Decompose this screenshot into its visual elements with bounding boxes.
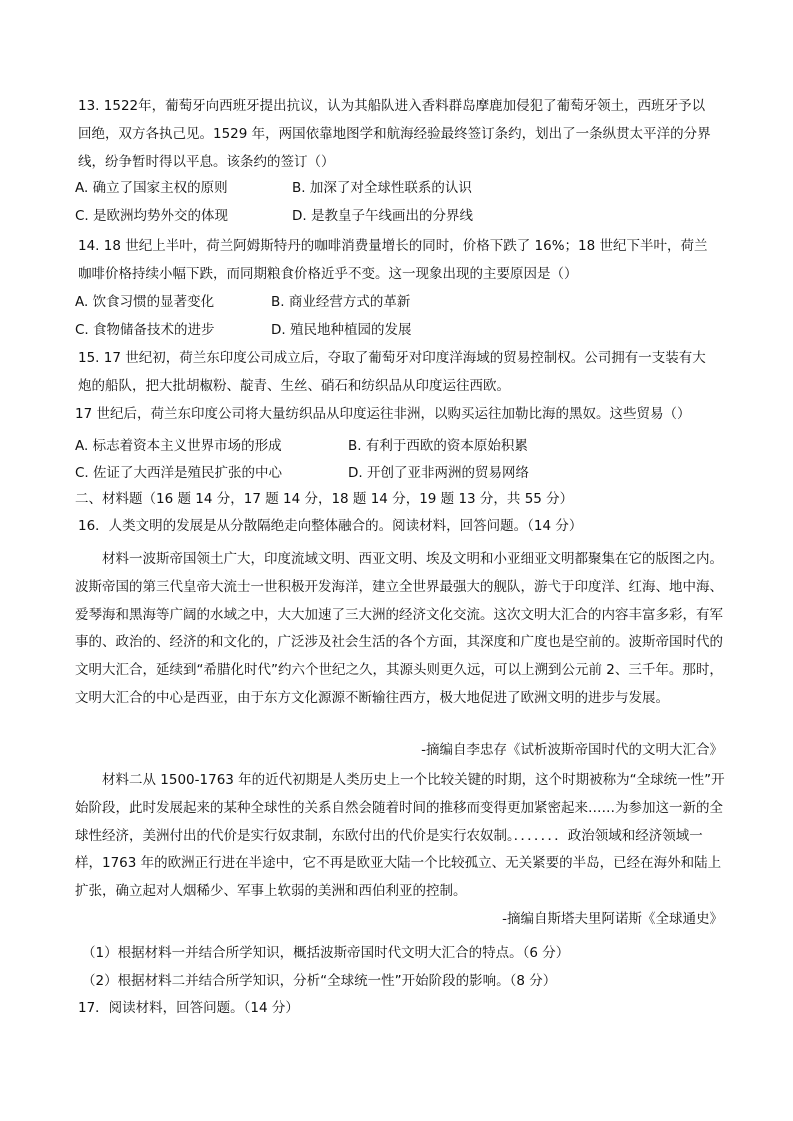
q14-option-b: B. 商业经营方式的革新 bbox=[271, 294, 411, 310]
q16-source-1: -摘编自李忠存《试析波斯帝国时代的文明大汇合》 bbox=[421, 742, 723, 758]
q15-option-d: D. 开创了亚非两洲的贸易网络 bbox=[348, 465, 529, 481]
q16-stem: 16．人类文明的发展是从分散隔绝走向整体融合的。阅读材料，回答问题。（14 分） bbox=[78, 518, 583, 534]
q13-option-d: D. 是教皇子午线画出的分界线 bbox=[292, 208, 473, 224]
q16-material-2: 材料二从 1500-1763 年的近代初期是人类历史上一个比较关键的时期，这个时期被称为“全球统一性”开始阶段，此时发展起来的某种全球性的关系自然会随着时间的推移而变得更加紧密起来……为参加这一新的全球性经济，美洲付出的代价是实行奴隶制，东欧付出的代价是实行农奴制。．．．．．．．政治领域和经济领域一样，1763 年的欧洲正行进在半途中，它不再是欧亚大陆一个比较孤立、无关紧要的半岛，已经在海外和陆上扩张，确立起对人烟稀少、军事上软弱的美洲和西伯利亚的控制。 bbox=[75, 772, 725, 900]
q14-option-d: D. 殖民地种植园的发展 bbox=[271, 322, 412, 338]
q14-option-c: C. 食物储备技术的进步 bbox=[75, 322, 215, 338]
q15-option-a: A. 标志着资本主义世界市场的形成 bbox=[75, 438, 282, 454]
q15-line-2: 炮的船队，把大批胡椒粉、靛青、生丝、硝石和纺织品从印度运往西欧。 bbox=[78, 378, 510, 394]
q16-subquestion-2: （2）根据材料二并结合所学知识，分析“全球统一性”开始阶段的影响。（8 分） bbox=[82, 973, 557, 989]
q13-line-3: 线，纷争暂时得以平息。该条约的签订（） bbox=[78, 154, 335, 170]
q16-source-2: -摘编自斯塔夫里阿诺斯《全球通史》 bbox=[502, 911, 723, 927]
q15-option-b: B. 有利于西欧的资本原始积累 bbox=[348, 438, 528, 454]
q13-option-b: B. 加深了对全球性联系的认识 bbox=[292, 180, 472, 196]
q15-line-1: 15. 17 世纪初，荷兰东印度公司成立后，夺取了葡萄牙对印度洋海域的贸易控制权。公司拥有一支装有大 bbox=[78, 350, 706, 366]
q13-option-a: A. 确立了国家主权的原则 bbox=[75, 180, 228, 196]
q14-line-1: 14. 18 世纪上半叶，荷兰阿姆斯特丹的咖啡消费量增长的同时，价格下跌了 16%；18 世纪下半叶，荷兰 bbox=[78, 238, 708, 254]
q15-option-c: C. 佐证了大西洋是殖民扩张的中心 bbox=[75, 465, 283, 481]
q16-material-1: 材料一波斯帝国领土广大，印度流域文明、西亚文明、埃及文明和小亚细亚文明都聚集在它的版图之内。波斯帝国的第三代皇帝大流士一世积极开发海洋，建立全世界最强大的舰队，游弋于印度洋、红海、地中海、爱琴海和黑海等广阔的水域之中，大大加速了三大洲的经济文化交流。这次文明大汇合的内容丰富多彩，有军事的、政治的、经济的和文化的，广泛涉及社会生活的各个方面，其深度和广度也是空前的。波斯帝国时代的文明大汇合，延续到“希腊化时代”约六个世纪之久，其源头则更久远，可以上溯到公元前 2、三千年。那时，文明大汇合的中心是西亚，由于东方文化源源不断输往西方，极大地促进了欧洲文明的进步与发展。 bbox=[75, 551, 723, 706]
q14-line-2: 咖啡价格持续小幅下跌，而同期粮食价格近乎不变。这一现象出现的主要原因是（） bbox=[78, 266, 578, 282]
q16-subquestion-1: （1）根据材料一并结合所学知识，概括波斯帝国时代文明大汇合的特点。（6 分） bbox=[82, 945, 570, 961]
q13-line-1: 13. 1522年，葡萄牙向西班牙提出抗议，认为其船队进入香料群岛摩鹿加侵犯了葡萄牙领土，西班牙予以 bbox=[78, 98, 706, 114]
q14-option-a: A. 饮食习惯的显著变化 bbox=[75, 294, 215, 310]
q13-line-2: 回绝，双方各执己见。1529 年，两国依靠地图学和航海经验最终签订条约，划出了一条纵贯太平洋的分界 bbox=[78, 126, 711, 142]
q13-option-c: C. 是欧洲均势外交的体现 bbox=[75, 208, 229, 224]
q17-stem: 17．阅读材料，回答问题。（14 分） bbox=[78, 1000, 299, 1016]
q15-line-3: 17 世纪后，荷兰东印度公司将大量纺织品从印度运往非洲，以购买运往加勒比海的黑奴。这些贸易（） bbox=[75, 406, 691, 422]
section-2-heading: 二、材料题（16 题 14 分，17 题 14 分，18 题 14 分，19 题 13 分，共 55 分） bbox=[75, 491, 574, 507]
